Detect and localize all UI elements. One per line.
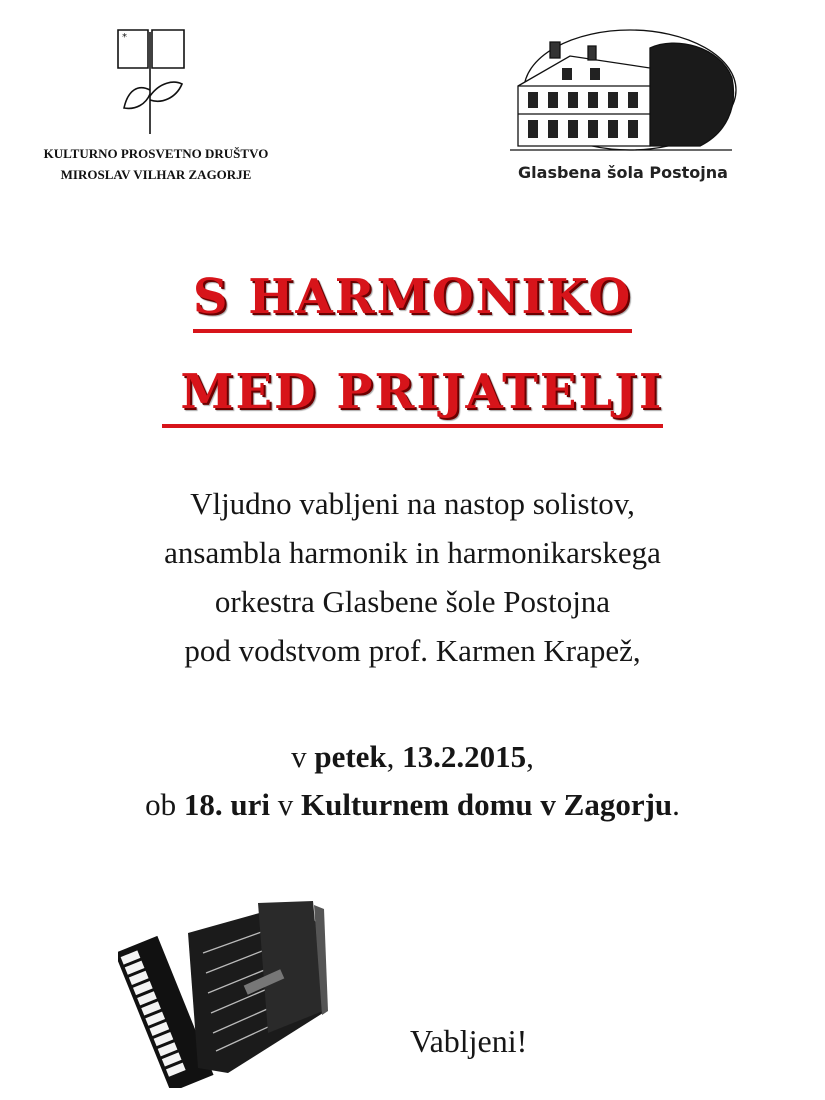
poster-title-line1 [0, 269, 825, 333]
poster-title-line2 [0, 364, 825, 428]
venue-suffix: . [672, 787, 680, 822]
event-day: petek [314, 739, 387, 774]
time-prefix: ob [145, 787, 184, 822]
left-org-line2: MIROSLAV VILHAR ZAGORJE [60, 167, 252, 182]
book-flower-icon [110, 22, 190, 137]
school-building-icon [500, 28, 740, 158]
invitation-line: ansambla harmonik in harmonikarskega [164, 535, 661, 570]
closing-text: Vabljeni! [410, 1023, 528, 1059]
invitation-line: orkestra Glasbene šole Postojna [214, 584, 611, 619]
event-date: 13.2.2015 [402, 739, 527, 774]
right-organization-name: Glasbena šola Postojna [518, 163, 728, 182]
left-org-line1: KULTURNO PROSVETNO DRUŠTVO [43, 146, 269, 161]
event-venue: Kulturnem domu v Zagorju [300, 787, 673, 822]
invitation-line: Vljudno vabljeni na nastop solistov, [190, 486, 635, 521]
accordion-icon [118, 893, 333, 1088]
venue-prefix: v [269, 787, 301, 822]
invitation-line: pod vodstvom prof. Karmen Krapež, [184, 633, 641, 668]
date-sep: , [386, 739, 403, 774]
event-date-line [0, 733, 825, 781]
title-line1-text: S HARMONIKO [193, 273, 632, 333]
left-organization-name [10, 143, 302, 185]
event-time: 18. uri [183, 787, 270, 822]
title-line2-text: MED PRIJATELJI [162, 368, 664, 428]
date-suffix: , [526, 739, 534, 774]
svg-text:*: * [122, 32, 127, 43]
date-prefix: v [291, 739, 315, 774]
invitation-text [0, 479, 825, 675]
event-details [0, 733, 825, 829]
event-time-venue-line [0, 781, 825, 829]
